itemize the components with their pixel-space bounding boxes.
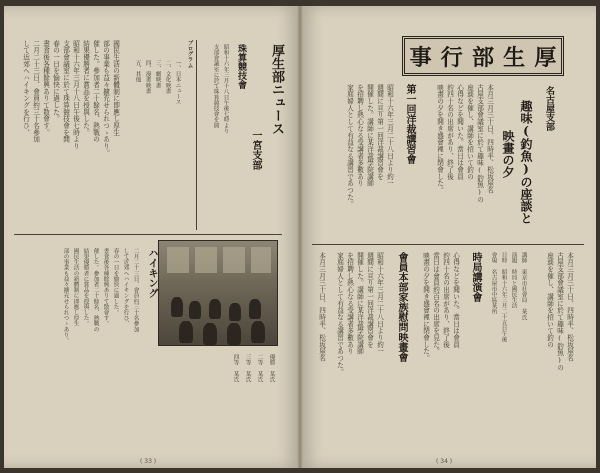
body-line: 家庭婦人として有益なる講習であつた。	[345, 84, 354, 208]
result-line: 三等 某氏	[244, 354, 251, 383]
section-heading: 第一回洋裁講習會	[404, 84, 415, 164]
program-item: 二、文化映畫	[164, 60, 171, 94]
banner-char: 部	[471, 45, 494, 71]
body-line: 當日は會員約百名の出席を見た。	[431, 252, 440, 355]
body-line: 心得などを聞いた。當日は會員	[455, 84, 464, 180]
section-banner	[402, 36, 564, 76]
body-line: 古屋支部會議室に於て趣味(釣魚)の	[475, 84, 484, 204]
body-line: して近郊へハイキングを行ひ、	[21, 40, 30, 136]
body-line: 結果優勝者に賞品を授與した。	[81, 40, 90, 136]
lecture-info: 會場 名古屋市中區某所	[490, 252, 497, 314]
body-line: 二月二十三日、會員約三十名參加	[31, 40, 40, 143]
banner-char: 事	[409, 45, 432, 71]
section-heading: 會員本部家族慰問映畫會	[396, 252, 407, 362]
program-item: 五、其他	[134, 60, 141, 83]
body-line: 心得などを聞いた。當日は會員	[451, 252, 460, 348]
body-line: 家庭婦人として有益なる講習であつた。	[335, 252, 344, 376]
body-line: 昭和十六年三月二十八日より約一	[385, 84, 394, 187]
body-line: 結果優勝者に賞品を授與した。	[82, 248, 89, 327]
body-line: 催した。參加者二十餘名、熱戰の	[92, 248, 99, 332]
body-line: を招聘し熱心なる受講者多數あり	[345, 252, 354, 355]
banner-char: 生	[503, 45, 526, 71]
banner-char: 厚	[534, 45, 557, 71]
body-line: 國民生活の新體制に即應し厚生	[111, 40, 120, 136]
body-line: 昭和十六年三月十八日午後七時より	[71, 40, 80, 150]
body-line: 古屋支部會議室に於て趣味(釣魚)の	[555, 252, 564, 372]
body-line: 座談を催し、講師を招いて釣の	[465, 84, 474, 180]
lecture-info: 講師 東京市社會局 某氏	[520, 252, 527, 320]
body-line: 週間に亘り第一回洋裁講習會を	[375, 84, 384, 180]
book-gutter	[297, 6, 303, 468]
page-number: ( 34 )	[436, 458, 453, 465]
body-line: 開催した。講師に某洋裁學院講師	[355, 252, 364, 355]
body-line: 映畫の夕を開き盛會裡に閉會した。	[435, 84, 444, 194]
body-line: 本月三月三十日、四時半、松坂屋名	[485, 84, 494, 194]
body-line: 昭和十六年三月二十八日より約一	[375, 252, 384, 355]
body-line: 晝食後各種餘興ありて散會す。	[102, 248, 109, 327]
lecture-info: 演題 時局と國民生活	[510, 252, 517, 309]
body-line: 約四十名の出席があり、終了後	[445, 84, 454, 180]
body-line: 春の一日を愉快に過した。	[51, 40, 60, 123]
result-line: 四等 某氏	[232, 354, 239, 383]
body-line: 週間に亘り第一回洋裁講習會を	[365, 252, 374, 348]
result-line: 二等 某氏	[256, 354, 263, 383]
body-line: して近郊へハイキングを行ひ、	[122, 248, 129, 327]
body-line: 座談を催し、講師を招いて釣の	[545, 252, 554, 348]
subsection-heading: 珠算競技會	[236, 44, 246, 89]
body-line: 映畫の夕を開き盛會裡に閉會した。	[421, 252, 430, 362]
section-divider	[312, 244, 584, 245]
body-line: 部の事業も益々擴充せられつゝあり。	[62, 248, 69, 344]
body-line: 本月三月三十日、四時半、松坂屋名	[565, 252, 574, 362]
body-line: 開催した。講師に某洋裁學院講師	[365, 84, 374, 187]
program-label: プログラム	[186, 40, 193, 68]
body-line: 晝食後各種餘興ありて散會す。	[41, 40, 50, 136]
column-divider	[196, 40, 197, 230]
program-item: 三、劇映畫	[154, 60, 161, 88]
body-line: 催した。參加者二十餘名、熱戰の	[91, 40, 100, 143]
body-line: 本月三月三十日、四時半、松坂屋名	[317, 252, 326, 362]
page-number: ( 33 )	[140, 458, 157, 465]
banner-char: 行	[440, 45, 463, 71]
body-line: 二月二十三日、會員約三十名參加	[132, 248, 139, 332]
section-heading: 時局講演會	[470, 252, 481, 302]
body-line: 約四十名の出席があり、終了後	[441, 252, 450, 348]
article-headline: 趣味(釣魚)の座談と	[519, 100, 533, 224]
body-line: 昭和十六年三月十八日午後七時より	[222, 44, 229, 134]
program-item: 一、日本ニュース	[174, 60, 181, 105]
body-line: 春の一日を愉快に過した。	[112, 248, 119, 316]
event-photograph	[158, 240, 278, 346]
article-subheadline: 映畫の夕	[501, 130, 515, 178]
branch-name: 名古屋支部	[544, 86, 554, 131]
lecture-info: 日時 昭和十六年三月二十五日午後	[500, 252, 507, 342]
branch-name: 一宮支部	[250, 130, 261, 170]
body-line: 部の事業も益々擴充せられつゝあり。	[101, 40, 110, 157]
program-item: 四、漫畫映畫	[144, 60, 151, 94]
body-line: を招聘し熱心なる受講者多數あり	[355, 84, 364, 187]
hiking-heading: ハイキング	[146, 248, 157, 298]
body-line: 支部會議室に於て珠算競技會を開	[61, 40, 70, 143]
result-line: 優勝 某氏	[268, 354, 275, 383]
news-title: 厚生部ニュース	[269, 44, 284, 135]
body-line: 國民生活の新體制に即應し厚生	[72, 248, 79, 327]
section-divider	[14, 234, 282, 235]
body-line: 支部會議室に於て珠算競技會を開	[212, 44, 219, 128]
